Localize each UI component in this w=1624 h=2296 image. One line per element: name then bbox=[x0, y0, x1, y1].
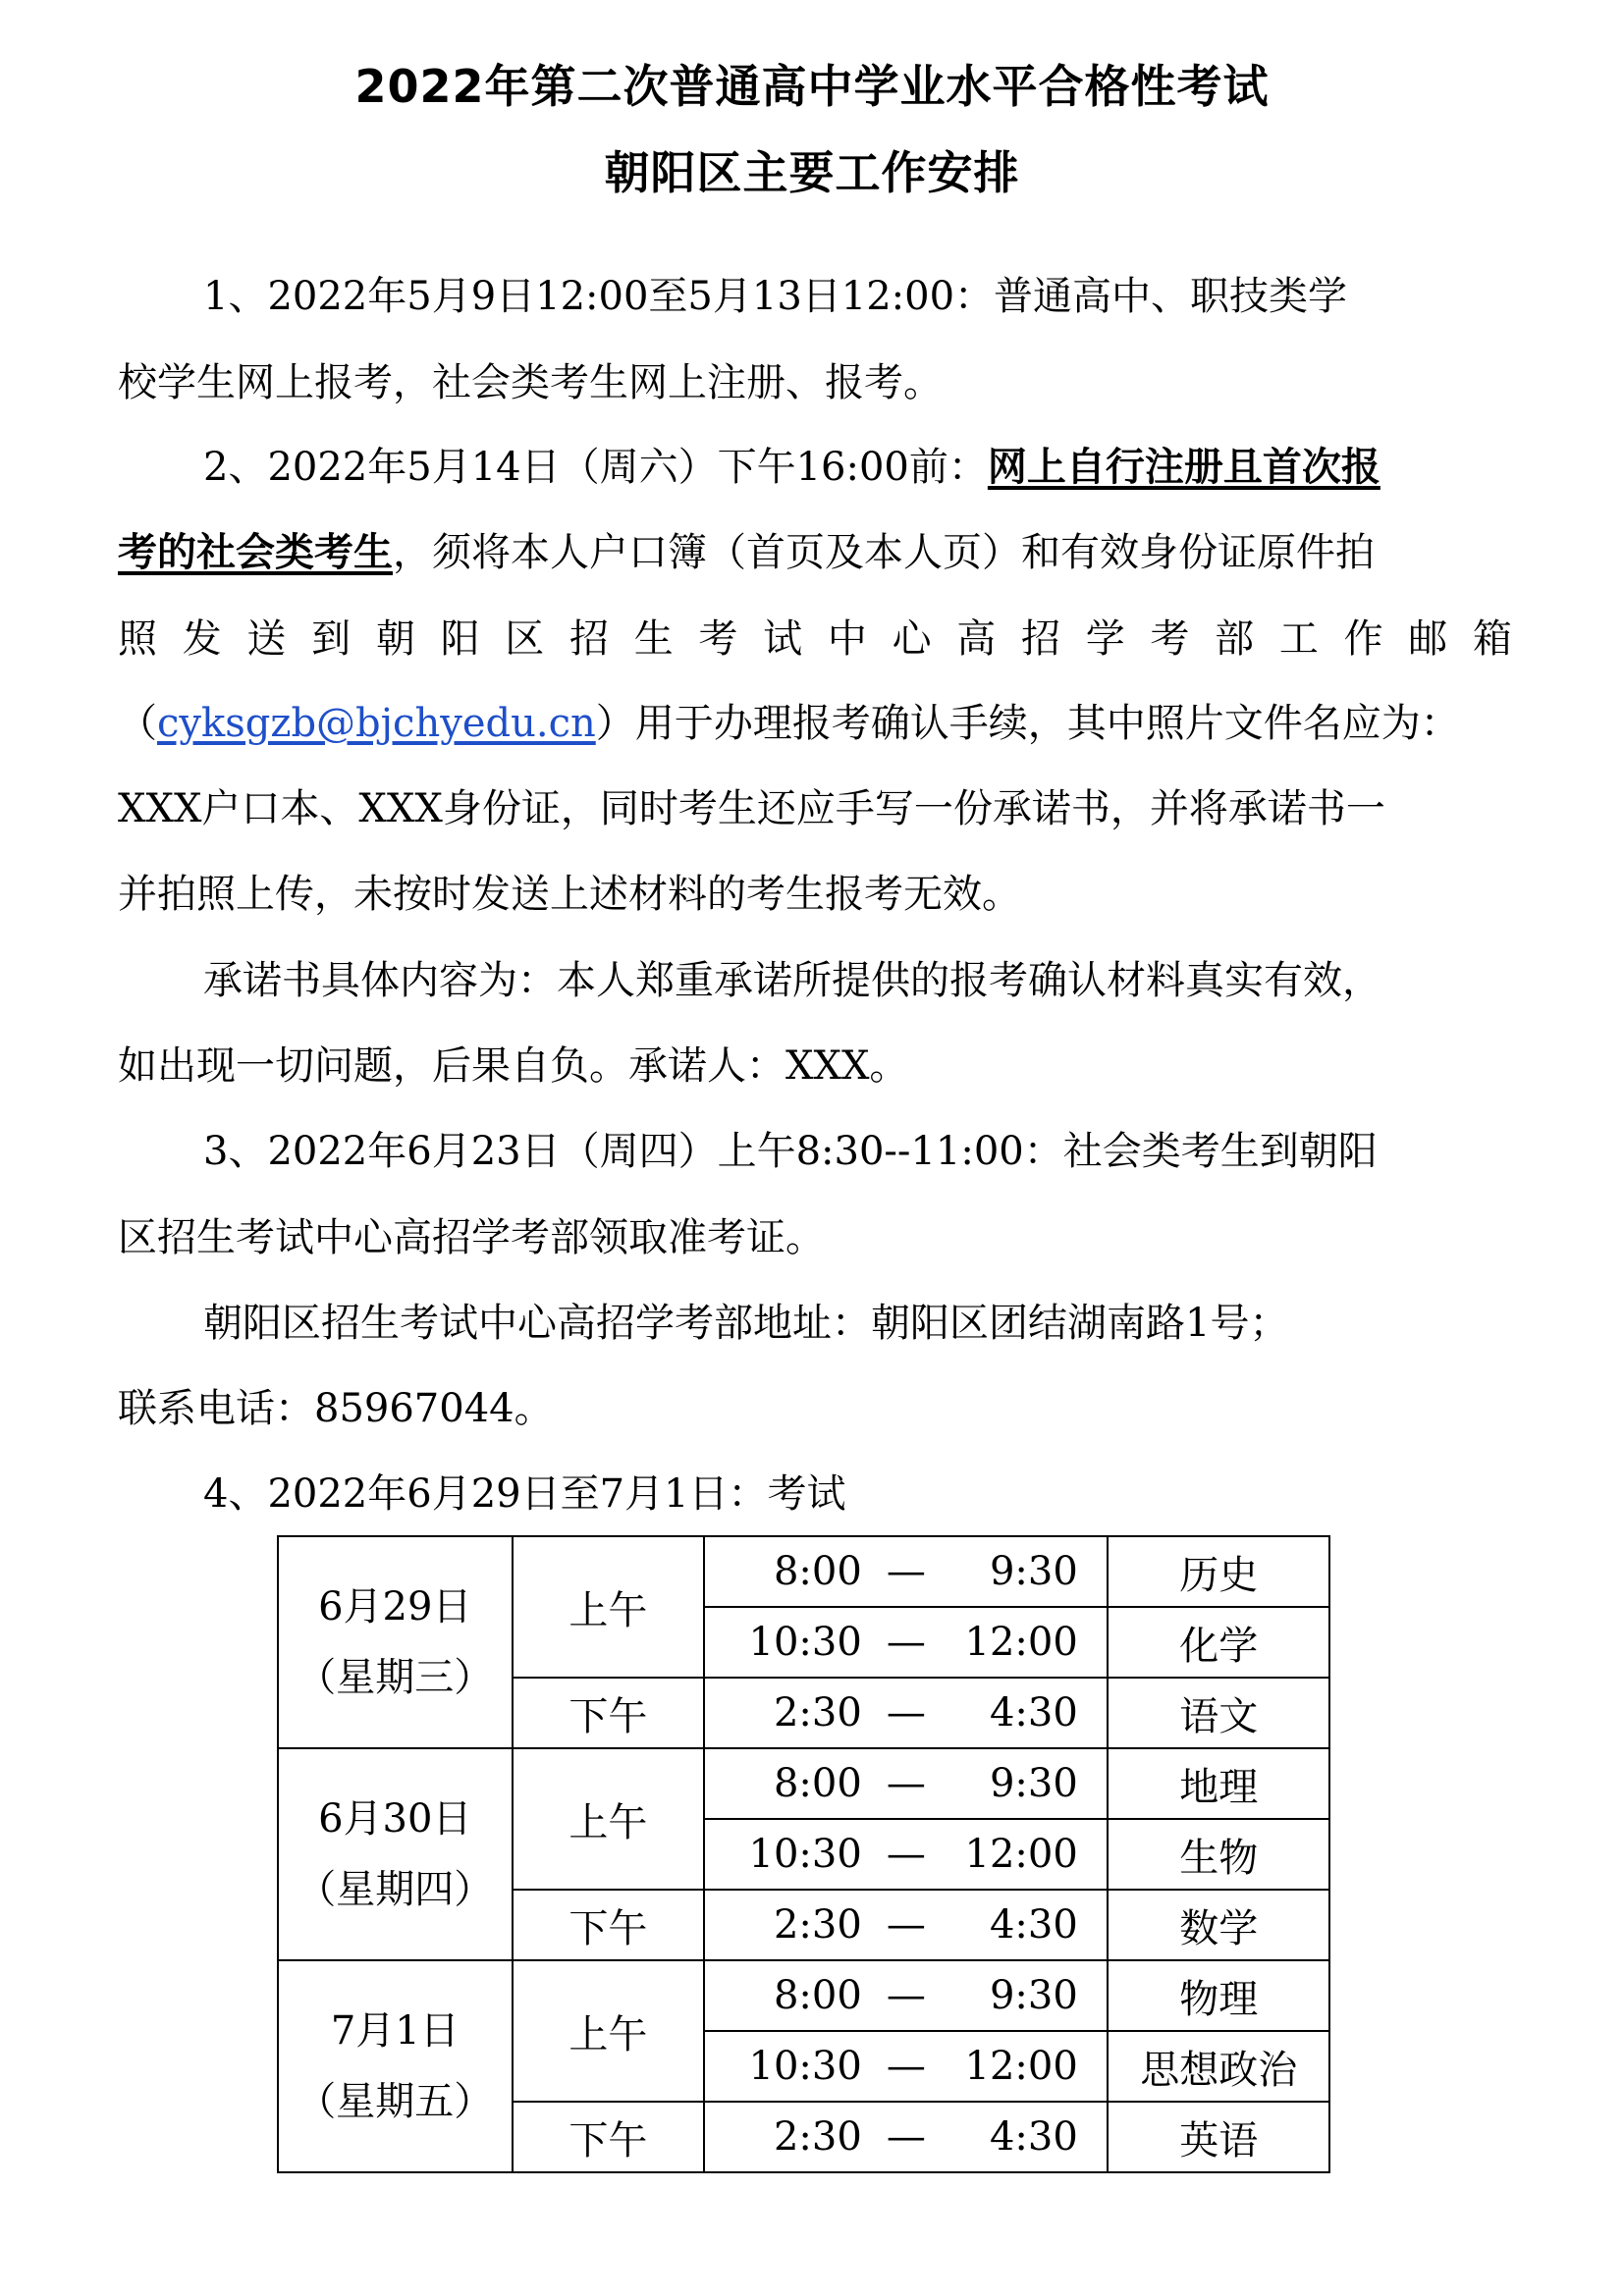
end-time: 9:30 bbox=[989, 1549, 1078, 1594]
start-time: 8:00 bbox=[773, 1973, 862, 2018]
paragraph-2-text: ，须将本人户口簿（首页及本人页）和有效身份证原件拍 bbox=[393, 530, 1375, 575]
exam-schedule-table bbox=[277, 1535, 1330, 2173]
date-cell bbox=[278, 1536, 513, 1748]
time-dash: — bbox=[886, 1832, 926, 1877]
email-link[interactable]: cyksgzb@bjchyedu.cn bbox=[157, 701, 596, 746]
time-cell bbox=[704, 1890, 1108, 1960]
date-cell bbox=[278, 1960, 513, 2172]
start-time: 2:30 bbox=[773, 1690, 862, 1735]
table-row bbox=[278, 1960, 1329, 2031]
weekday-text: （星期四） bbox=[297, 1867, 494, 1912]
paragraph-2-lead: 2、2022年5月14日（周六）下午16:00前： bbox=[203, 445, 988, 490]
subject-cell: 语文 bbox=[1108, 1678, 1329, 1748]
highlight-text-2: 考的社会类考生 bbox=[118, 529, 393, 575]
period-cell-morning: 上午 bbox=[513, 1960, 705, 2102]
end-time: 4:30 bbox=[989, 1902, 1078, 1948]
paragraph-1-line-1: 1、2022年5月9日12:00至5月13日12:00：普通高中、职技类学 bbox=[203, 274, 1348, 319]
highlight-text-1: 网上自行注册且首次报 bbox=[987, 444, 1380, 490]
time-cell bbox=[704, 2031, 1108, 2102]
paragraph-6-line-1: 4、2022年6月29日至7月1日：考试 bbox=[203, 1471, 846, 1517]
period-cell-afternoon: 下午 bbox=[513, 1678, 705, 1748]
time-cell bbox=[704, 1960, 1108, 2031]
end-time: 9:30 bbox=[989, 1761, 1078, 1806]
start-time: 10:30 bbox=[748, 1832, 862, 1877]
period-cell-afternoon: 下午 bbox=[513, 1890, 705, 1960]
start-time: 8:00 bbox=[773, 1549, 862, 1594]
time-dash: — bbox=[886, 2044, 926, 2089]
start-time: 10:30 bbox=[748, 2044, 862, 2089]
paragraph-3-line-1: 承诺书具体内容为：本人郑重承诺所提供的报考确认材料真实有效， bbox=[203, 958, 1381, 1003]
subject-cell: 物理 bbox=[1108, 1960, 1329, 2031]
time-dash: — bbox=[886, 1973, 926, 2018]
paragraph-5-line-1: 朝阳区招生考试中心高招学考部地址：朝阳区团结湖南路1号； bbox=[203, 1301, 1289, 1346]
subject-cell: 思想政治 bbox=[1108, 2031, 1329, 2102]
subject-cell: 历史 bbox=[1108, 1536, 1329, 1607]
subject-cell: 地理 bbox=[1108, 1748, 1329, 1819]
paragraph-2-line-4 bbox=[118, 700, 1512, 747]
document-title: 2022年第二次普通高中学业水平合格性考试 bbox=[354, 60, 1270, 113]
start-time: 8:00 bbox=[773, 1761, 862, 1806]
subject-cell: 生物 bbox=[1108, 1819, 1329, 1890]
end-time: 4:30 bbox=[989, 2114, 1078, 2160]
time-cell bbox=[704, 1607, 1108, 1678]
paragraph-2-line-3: 照发送到朝阳区招生考试中心高招学考部工作邮箱 bbox=[118, 616, 1512, 662]
paragraph-4-line-1: 3、2022年6月23日（周四）上午8:30--11:00：社会类考生到朝阳 bbox=[203, 1129, 1378, 1174]
paragraph-2-line-6: 并拍照上传，未按时发送上述材料的考生报考无效。 bbox=[118, 872, 1021, 917]
paragraph-2-line-1 bbox=[203, 444, 1512, 491]
paragraph-4-line-2: 区招生考试中心高招学考部领取准考证。 bbox=[118, 1215, 825, 1260]
subject-cell: 数学 bbox=[1108, 1890, 1329, 1960]
time-dash: — bbox=[886, 1620, 926, 1665]
paragraph-5-line-2: 联系电话：85967044。 bbox=[118, 1386, 554, 1431]
end-time: 4:30 bbox=[989, 1690, 1078, 1735]
time-dash: — bbox=[886, 1902, 926, 1948]
paragraph-2-line-4-text: ）用于办理报考确认手续，其中照片文件名应为： bbox=[595, 701, 1460, 746]
weekday-text: （星期三） bbox=[297, 1655, 494, 1700]
time-cell bbox=[704, 1819, 1108, 1890]
subject-cell: 化学 bbox=[1108, 1607, 1329, 1678]
table-row bbox=[278, 1748, 1329, 1819]
end-time: 12:00 bbox=[964, 1620, 1078, 1665]
date-cell bbox=[278, 1748, 513, 1960]
time-cell bbox=[704, 2102, 1108, 2172]
start-time: 10:30 bbox=[748, 1620, 862, 1665]
paren-open: （ bbox=[118, 701, 157, 746]
time-dash: — bbox=[886, 1761, 926, 1806]
end-time: 12:00 bbox=[964, 2044, 1078, 2089]
date-text: 7月1日 bbox=[330, 2008, 460, 2054]
time-cell bbox=[704, 1678, 1108, 1748]
time-dash: — bbox=[886, 1549, 926, 1594]
document-subtitle: 朝阳区主要工作安排 bbox=[604, 146, 1020, 199]
period-cell-afternoon: 下午 bbox=[513, 2102, 705, 2172]
paragraph-2-line-5: XXX户口本、XXX身份证，同时考生还应手写一份承诺书，并将承诺书一 bbox=[118, 786, 1385, 831]
time-dash: — bbox=[886, 1690, 926, 1735]
period-cell-morning: 上午 bbox=[513, 1536, 705, 1678]
time-dash: — bbox=[886, 2114, 926, 2160]
time-cell bbox=[704, 1536, 1108, 1607]
end-time: 12:00 bbox=[964, 1832, 1078, 1877]
table-row bbox=[278, 1536, 1329, 1607]
paragraph-1-line-2: 校学生网上报考，社会类考生网上注册、报考。 bbox=[118, 360, 943, 405]
paragraph-3-line-2: 如出现一切问题，后果自负。承诺人：XXX。 bbox=[118, 1043, 909, 1089]
paragraph-2-line-2 bbox=[118, 529, 1512, 576]
date-text: 6月30日 bbox=[318, 1796, 472, 1842]
weekday-text: （星期五） bbox=[297, 2079, 494, 2124]
subject-cell: 英语 bbox=[1108, 2102, 1329, 2172]
end-time: 9:30 bbox=[989, 1973, 1078, 2018]
start-time: 2:30 bbox=[773, 1902, 862, 1948]
time-cell bbox=[704, 1748, 1108, 1819]
date-text: 6月29日 bbox=[318, 1584, 472, 1629]
period-cell-morning: 上午 bbox=[513, 1748, 705, 1890]
start-time: 2:30 bbox=[773, 2114, 862, 2160]
